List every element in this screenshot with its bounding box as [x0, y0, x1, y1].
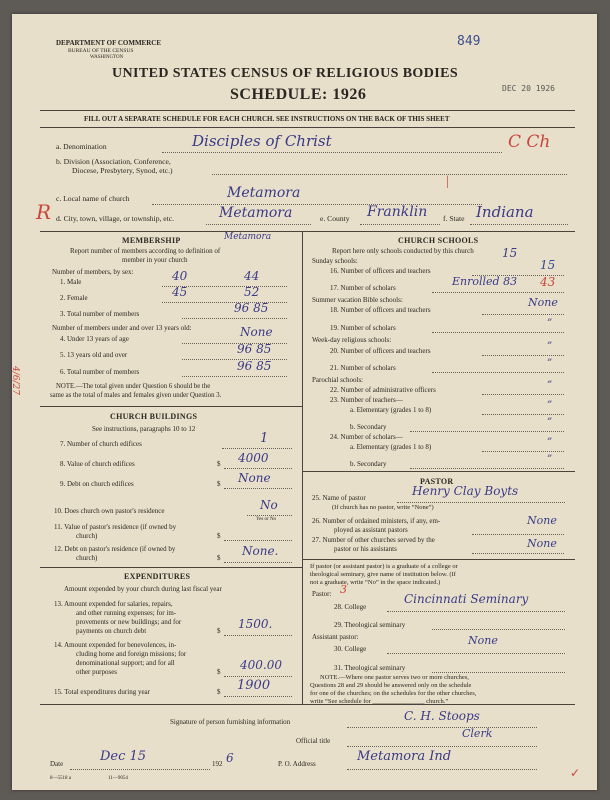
q23a-label: a. Elementary (grades 1 to 8) — [350, 406, 432, 414]
membership-intro-1: Report number of members according to definition of — [70, 247, 221, 255]
q14-label-2: cluding home and foreign missions; for — [76, 650, 187, 658]
q9-label: 9. Debt on church edifices — [60, 480, 134, 488]
q11-dollar: $ — [217, 532, 221, 540]
official-title-value: Clerk — [462, 727, 493, 740]
year-prefix: 192 — [212, 760, 223, 768]
q19-label: 19. Number of scholars — [330, 324, 396, 332]
church-name-label: c. Local name of church — [56, 194, 130, 203]
expenditures-heading: EXPENDITURES — [124, 572, 191, 581]
sunday-schools-label: Sunday schools: — [312, 257, 358, 265]
q15-dollar: $ — [217, 688, 221, 696]
q1-value-alt: 44 — [244, 269, 260, 283]
grad-note-3: not a graduate, write “No” in the space indicated.) — [310, 579, 441, 586]
q26-value: None — [527, 514, 557, 527]
q17-label: 17. Number of scholars — [330, 284, 396, 292]
q20-value: ” — [547, 341, 553, 352]
q13-label-3: provements or new buildings; and for — [76, 618, 182, 626]
q12-value: None. — [242, 544, 279, 558]
q14-value: 400.00 — [240, 658, 282, 672]
q4-label: 4. Under 13 years of age — [60, 335, 129, 343]
form-code-2: 11—9054 — [108, 776, 128, 781]
q5-value: 96 85 — [237, 342, 272, 356]
po-address-label: P. O. Address — [278, 760, 316, 768]
schedule-number: 849 — [457, 34, 481, 49]
state-label: f. State — [443, 214, 465, 223]
red-tick-mark: | — [446, 174, 449, 189]
q14-label-3: denominational support; and for all — [76, 659, 175, 667]
q9-dollar: $ — [217, 480, 221, 488]
q16-value: 15 — [540, 258, 556, 272]
q22-value: ” — [547, 380, 553, 391]
signature-label: Signature of person furnishing information — [170, 718, 291, 726]
form-subtitle: SCHEDULE: 1926 — [230, 86, 367, 103]
pastor-note-2: Questions 28 and 29 should be answered only on the schedule — [310, 682, 472, 689]
q21-value: ” — [547, 358, 553, 369]
q16-value-above: 15 — [502, 246, 518, 260]
city-label: d. City, town, village, or township, etc. — [56, 214, 175, 223]
q9-value: None — [238, 471, 271, 485]
q10-hint: Yes or No — [256, 517, 277, 522]
q29-label: 29. Theological seminary — [334, 621, 406, 629]
county-label: e. County — [320, 214, 350, 223]
q19-value: ” — [547, 318, 553, 329]
q14-label-1: 14. Amount expended for benevolences, in- — [54, 641, 177, 649]
q22-label: 22. Number of administrative officers — [330, 386, 436, 394]
membership-intro-2: member in your church — [122, 256, 188, 264]
q30-label: 30. College — [334, 645, 367, 653]
q24-label: 24. Number of scholars— — [330, 433, 403, 441]
denomination-code-note: C Ch — [508, 132, 551, 152]
q11-label-1: 11. Value of pastor's residence (if owned by — [54, 523, 177, 531]
vacation-schools-label: Summer vacation Bible schools: — [312, 296, 403, 304]
q13-dollar: $ — [217, 627, 221, 635]
q16-label: 16. Number of officers and teachers — [330, 267, 431, 275]
division-label-1: b. Division (Association, Conference, — [56, 157, 171, 166]
red-check-mark: ✓ — [570, 766, 581, 780]
q7-label: 7. Number of church edifices — [60, 440, 142, 448]
q26-label-2: ployed as assistant pastors — [334, 526, 408, 534]
pastor-note-4: write “See schedule for ________________ church.” — [310, 698, 449, 705]
margin-date-note: 4/6/27 — [10, 366, 20, 395]
received-stamp: DEC 20 1926 — [502, 84, 555, 93]
q23-label: 23. Number of teachers— — [330, 396, 403, 404]
pastor-heading: PASTOR — [420, 477, 454, 486]
schools-heading: CHURCH SCHOOLS — [398, 236, 479, 245]
q13-label-4: payments on church debt — [76, 627, 147, 635]
q25-note: (If church has no pastor, write “None”) — [332, 504, 434, 511]
q13-label-1: 13. Amount expended for salaries, repairs, — [54, 600, 173, 608]
buildings-see: See instructions, paragraphs 10 to 12 — [92, 425, 196, 433]
signature-value: C. H. Stoops — [404, 709, 480, 723]
city-label: WASHINGTON — [90, 55, 124, 60]
po-address-value: Metamora Ind — [357, 749, 452, 764]
q8-dollar: $ — [217, 460, 221, 468]
q1-label: 1. Male — [60, 278, 82, 286]
pastor-label: Pastor: — [312, 590, 332, 598]
census-schedule-sheet — [12, 14, 597, 790]
q23b-value: ” — [547, 417, 553, 428]
date-value: Dec 15 — [100, 749, 147, 764]
q13-label-2: and other running expenses; for im- — [76, 609, 177, 617]
members-by-sex-label: Number of members, by sex: — [52, 268, 134, 276]
q15-value: 1900 — [237, 678, 271, 693]
margin-r-mark: R — [36, 200, 52, 224]
q24b-label: b. Secondary — [350, 460, 387, 468]
q26-label-1: 26. Number of ordained ministers, if any, em- — [312, 517, 441, 525]
q15-label: 15. Total expenditures during year — [54, 688, 150, 696]
q23a-value: ” — [547, 400, 553, 411]
q8-label: 8. Value of church edifices — [60, 460, 135, 468]
q28-count: 3 — [340, 583, 347, 596]
q3-value: 96 85 — [234, 301, 269, 315]
official-title-label: Official title — [296, 737, 331, 745]
q11-label-2: church) — [76, 532, 98, 540]
q27-value: None — [527, 537, 557, 550]
membership-heading-note: Metamora — [224, 232, 272, 242]
date-label: Date — [50, 760, 64, 768]
q17-value-alt: 43 — [540, 275, 556, 289]
city-value: Metamora — [219, 205, 293, 221]
church-name-value: Metamora — [227, 185, 301, 201]
membership-note-2: same as the total of males and females given under Question 3. — [50, 392, 222, 399]
q2-label: 2. Female — [60, 294, 88, 302]
county-value: Franklin — [367, 204, 428, 220]
q30-value: None — [468, 634, 498, 647]
q27-label-1: 27. Number of other churches served by the — [312, 536, 435, 544]
q28-label: 28. College — [334, 603, 367, 611]
q24a-value: ” — [547, 437, 553, 448]
q25-value: Henry Clay Boyts — [412, 484, 519, 498]
weekday-schools-label: Week-day religious schools: — [312, 336, 392, 344]
parochial-schools-label: Parochial schools: — [312, 376, 364, 384]
grad-note-1: If pastor (or assistant pastor) is a graduate of a college or — [310, 563, 458, 570]
bureau-label: BUREAU OF THE CENSUS — [68, 48, 134, 54]
instruction-banner: FILL OUT A SEPARATE SCHEDULE FOR EACH CHURCH. SEE INSTRUCTIONS ON THE BACK OF THIS SHEET — [84, 115, 450, 123]
q2-value-alt: 52 — [244, 285, 260, 299]
q23b-label: b. Secondary — [350, 423, 387, 431]
buildings-heading: CHURCH BUILDINGS — [110, 412, 198, 421]
q25-label: 25. Name of pastor — [312, 494, 366, 502]
q8-value: 4000 — [238, 451, 269, 465]
q24b-value: ” — [547, 454, 553, 465]
q4-value: None — [240, 325, 273, 339]
form-title: UNITED STATES CENSUS OF RELIGIOUS BODIES — [112, 66, 459, 81]
membership-note-1: NOTE.—The total given under Question 6 should be the — [56, 383, 211, 390]
q24a-label: a. Elementary (grades 1 to 8) — [350, 443, 432, 451]
q12-label-1: 12. Debt on pastor's residence (if owned by — [54, 545, 176, 553]
membership-heading: MEMBERSHIP — [122, 236, 181, 245]
q17-value: Enrolled 83 — [452, 275, 518, 288]
q18-value: None — [528, 296, 558, 309]
denomination-label: a. Denomination — [56, 142, 107, 151]
q18-label: 18. Number of officers and teachers — [330, 306, 431, 314]
dept-label: DEPARTMENT OF COMMERCE — [56, 39, 162, 47]
grad-note-2: theological seminary, give name of institution below. (If — [310, 571, 456, 578]
q7-value: 1 — [260, 431, 269, 446]
year-value: 6 — [226, 751, 234, 765]
q13-value: 1500. — [238, 617, 273, 631]
asst-pastor-label: Assistant pastor: — [312, 633, 359, 641]
q28-value: Cincinnati Seminary — [404, 592, 529, 606]
state-value: Indiana — [476, 203, 534, 221]
q2-value: 45 — [172, 285, 188, 299]
q31-label: 31. Theological seminary — [334, 664, 406, 672]
q12-label-2: church) — [76, 554, 98, 562]
q14-label-4: other purposes — [76, 668, 118, 676]
denomination-value: Disciples of Christ — [192, 132, 332, 150]
q10-label: 10. Does church own pastor's residence — [54, 507, 165, 515]
q21-label: 21. Number of scholars — [330, 364, 396, 372]
q6-label: 6. Total number of members — [60, 368, 140, 376]
q20-label: 20. Number of officers and teachers — [330, 347, 431, 355]
q6-value: 96 85 — [237, 359, 272, 373]
division-label-2: Diocese, Presbytery, Synod, etc.) — [72, 166, 173, 175]
q3-label: 3. Total number of members — [60, 310, 140, 318]
pastor-note-3: for one of the churches; on the schedules for the other churches, — [310, 690, 477, 697]
expenditures-intro: Amount expended by your church during last fiscal year — [64, 585, 222, 593]
q1-value: 40 — [172, 269, 188, 283]
q14-dollar: $ — [217, 668, 221, 676]
form-code-1: 8—5518 a — [50, 776, 71, 781]
schools-intro: Report here only schools conducted by this church — [332, 247, 474, 255]
age-intro-label: Number of members under and over 13 years old: — [52, 324, 192, 332]
q12-dollar: $ — [217, 554, 221, 562]
pastor-note-1: NOTE.—Where one pastor serves two or more churches, — [320, 674, 469, 681]
q27-label-2: pastor or his assistants — [334, 545, 397, 553]
q10-value: No — [260, 498, 278, 512]
q5-label: 5. 13 years old and over — [60, 351, 128, 359]
